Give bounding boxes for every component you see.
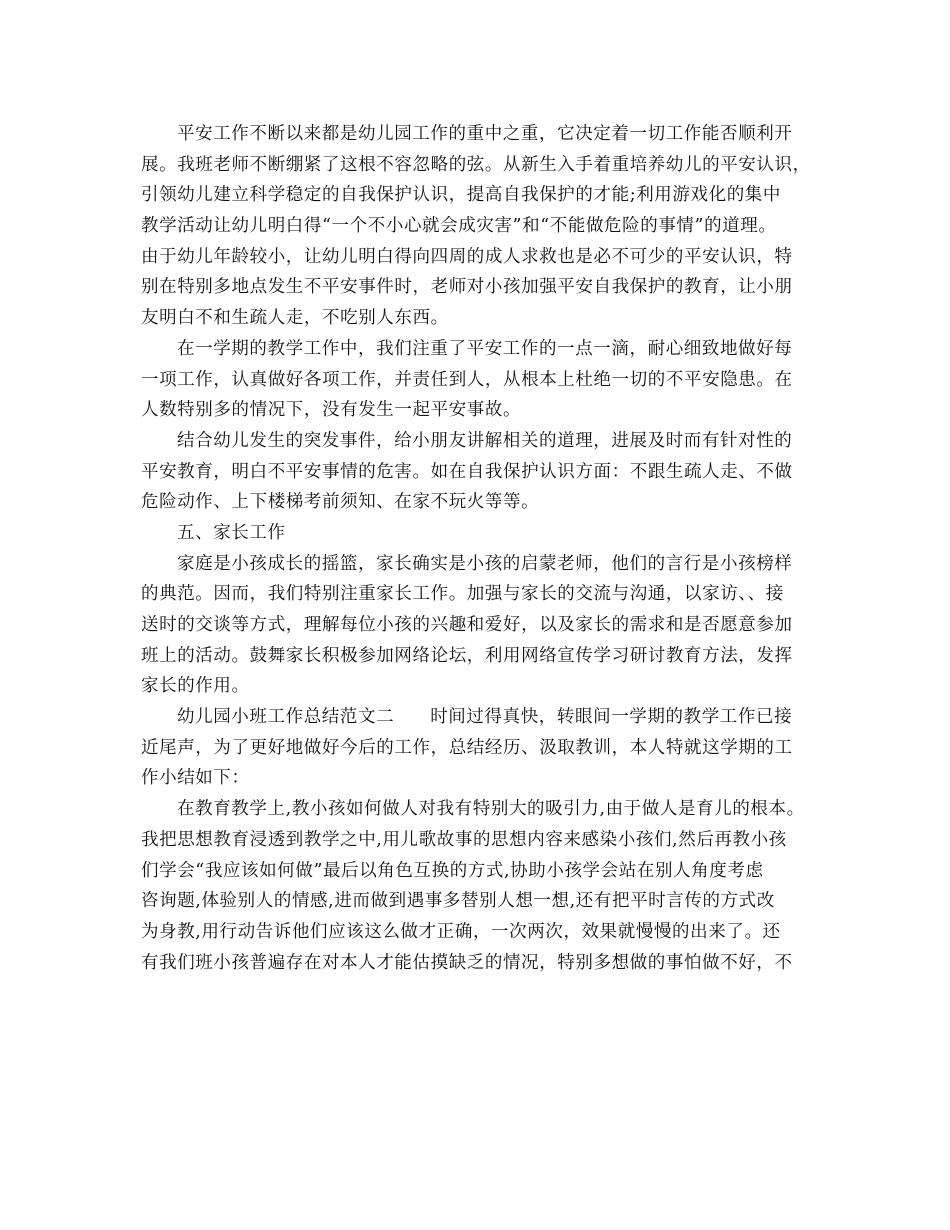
text-line: 引领幼儿建立科学稳定的自我保护认识，提高自我保护的才能;利用游戏化的集中 — [141, 185, 781, 206]
text-line: 近尾声，为了更好地做好今后的工作，总结经历、汲取教训，本人特就这学期的工 — [141, 737, 793, 758]
summary-title: 幼儿园小班工作总结范文二 — [177, 707, 395, 728]
text-line: 家长的作用。 — [141, 676, 250, 697]
section-heading: 五、家长工作 — [177, 522, 286, 543]
paragraph-safety-work — [141, 119, 821, 334]
text-line: 由于幼儿年龄较小，让幼儿明白得向四周的成人求救也是必不可少的平安认识，特 — [141, 246, 793, 267]
document-body — [141, 119, 821, 978]
text-line: 平安教育，明白不平安事情的危害。如在自我保护认识方面：不跟生疏人走、不做 — [141, 461, 793, 482]
paragraph-emergency-education — [141, 426, 821, 518]
text-line: 在一学期的教学工作中，我们注重了平安工作的一点一滴，耐心细致地做好每 — [177, 338, 793, 359]
paragraph-summary-two — [141, 702, 821, 794]
text-line: 作小结如下： — [141, 768, 250, 789]
text-line: 人数特别多的情况下，没有发生一起平安事故。 — [141, 400, 522, 421]
text-line: 们学会“我应该如何做”最后以角色互换的方式,协助小孩学会站在别人角度考虑 — [141, 860, 764, 881]
text-line: 的典范。因而，我们特别注重家长工作。加强与家长的交流与沟通，以家访、、接 — [141, 584, 784, 605]
text-line: 送时的交谈等方式，理解每位小孩的兴趣和爱好，以及家长的需求和是否愿意参加 — [141, 615, 793, 635]
text-line: 危险动作、上下楼梯考前须知、在家不玩火等等。 — [141, 492, 540, 513]
text-line: 展。我班老师不断绷紧了这根不容忽略的弦。从新生入手着重培养幼儿的平安认识， — [141, 154, 811, 175]
paragraph-teaching — [141, 794, 821, 978]
text-line: 班上的活动。鼓舞家长积极参加网络论坛，利用网络宣传学习研讨教育方法，发挥 — [141, 645, 793, 666]
text-line: 家庭是小孩成长的摇篮，家长确实是小孩的启蒙老师，他们的言行是小孩榜样 — [177, 553, 793, 574]
text-line: 为身教,用行动告诉他们应该这么做才正确，一次两次，效果就慢慢的出来了。还 — [141, 921, 781, 942]
text-line: 别在特别多地点发生不平安事件时，老师对小孩加强平安自我保护的教育，让小朋 — [141, 277, 793, 298]
text-line: 教学活动让幼儿明白得“一个不小心就会成灾害”和“不能做危险的事情”的道理。 — [141, 216, 777, 237]
summary-intro: 时间过得真快，转眼间一学期的教学工作已接 — [430, 707, 793, 728]
paragraph-parent-work — [141, 549, 821, 702]
text-line: 平安工作不断以来都是幼儿园工作的重中之重，它决定着一切工作能否顺利开 — [177, 124, 793, 144]
text-line: 一项工作，认真做好各项工作，并责任到人，从根本上杜绝一切的不平安隐患。在 — [141, 369, 793, 390]
text-line: 我把思想教育浸透到教学之中,用儿歌故事的思想内容来感染小孩们,然后再教小孩 — [141, 829, 787, 850]
text-line: 咨询题,体验别人的情感,进而做到遇事多替别人想一想,还有把平时言传的方式改 — [141, 891, 775, 912]
section-heading-parent-work — [141, 518, 821, 549]
paragraph-semester-safety — [141, 334, 821, 426]
text-line — [141, 702, 821, 733]
text-line: 结合幼儿发生的突发事件，给小朋友讲解相关的道理，进展及时而有针对性的 — [177, 430, 793, 451]
text-line: 在教育教学上,教小孩如何做人对我有特别大的吸引力,由于做人是育儿的根本。 — [177, 799, 805, 820]
text-line: 有我们班小孩普遍存在对本人才能估摸缺乏的情况，特别多想做的事怕做不好，不 — [141, 952, 793, 973]
text-line: 友明白不和生疏人走，不吃别人东西。 — [141, 308, 449, 329]
